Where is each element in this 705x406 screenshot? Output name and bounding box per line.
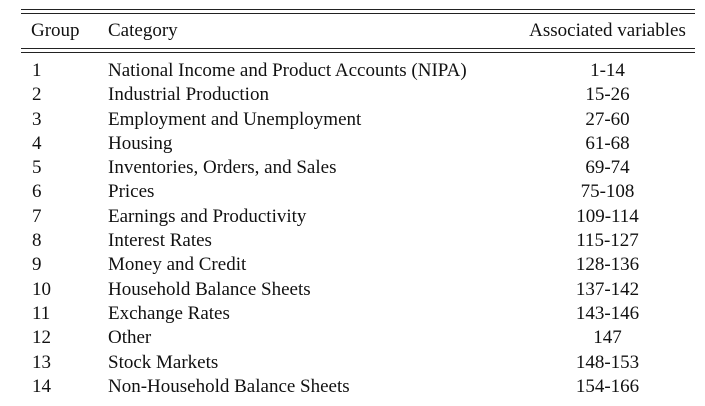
group-cell: 13 [32, 351, 51, 373]
category-cell: Inventories, Orders, and Sales [108, 157, 337, 179]
variable-groups-table-container [21, 9, 695, 399]
table-row [21, 278, 695, 302]
table-row [21, 326, 695, 350]
variables-cell: 75-108 [580, 181, 635, 203]
table-row [21, 229, 695, 253]
category-cell: Stock Markets [108, 351, 219, 373]
header-category: Category [108, 19, 178, 41]
category-cell: Household Balance Sheets [108, 278, 311, 300]
variable-groups-table-body [21, 53, 695, 399]
group-cell: 10 [32, 278, 51, 300]
table-row [21, 108, 695, 132]
top-rule-outer [21, 9, 695, 10]
table-row [21, 132, 695, 156]
group-cell: 2 [32, 84, 42, 106]
table-row [21, 156, 695, 180]
variables-cell: 27-60 [585, 108, 630, 130]
category-cell: Prices [108, 181, 155, 203]
variables-cell: 154-166 [575, 375, 640, 397]
header-row [21, 14, 695, 48]
table-row [21, 83, 695, 107]
header-associated-variables: Associated variables [529, 19, 686, 41]
category-cell: Industrial Production [108, 84, 269, 106]
variables-cell: 61-68 [585, 132, 630, 154]
variable-groups-table [21, 14, 695, 48]
table-row [21, 302, 695, 326]
group-cell: 7 [32, 205, 42, 227]
variables-cell: 69-74 [585, 157, 630, 179]
table-row [21, 205, 695, 229]
variables-cell: 147 [593, 327, 622, 349]
table-body [21, 53, 695, 399]
group-cell: 3 [32, 108, 42, 130]
group-cell: 12 [32, 327, 51, 349]
variables-cell: 115-127 [576, 230, 639, 252]
variables-cell: 15-26 [585, 84, 630, 106]
table-row [21, 351, 695, 375]
category-cell: Exchange Rates [108, 302, 230, 324]
group-cell: 4 [32, 132, 42, 154]
group-cell: 9 [32, 254, 42, 276]
group-cell: 1 [32, 60, 42, 81]
table-row [21, 253, 695, 277]
variables-cell: 148-153 [575, 351, 640, 373]
group-cell: 8 [32, 230, 42, 252]
category-cell: Employment and Unemployment [108, 108, 362, 130]
mid-rule-upper [21, 48, 695, 49]
variables-cell: 1-14 [590, 60, 625, 81]
table-row [21, 375, 695, 399]
table-header [21, 14, 695, 48]
variables-cell: 137-142 [575, 278, 640, 300]
category-cell: Earnings and Productivity [108, 205, 307, 227]
category-cell: Interest Rates [108, 230, 212, 252]
variables-cell: 109-114 [576, 205, 639, 227]
group-cell: 14 [32, 375, 51, 397]
group-cell: 5 [32, 157, 42, 179]
category-cell: Other [108, 327, 152, 349]
category-cell: Housing [108, 132, 173, 154]
group-cell: 11 [32, 302, 51, 324]
table-row [21, 53, 695, 83]
variables-cell: 143-146 [575, 302, 640, 324]
group-cell: 6 [32, 181, 42, 203]
category-cell: Money and Credit [108, 254, 247, 276]
header-group: Group [31, 19, 80, 41]
category-cell: Non-Household Balance Sheets [108, 375, 350, 397]
table-row [21, 180, 695, 204]
category-cell: National Income and Product Accounts (NIPA) [108, 60, 467, 81]
variables-cell: 128-136 [575, 254, 640, 276]
